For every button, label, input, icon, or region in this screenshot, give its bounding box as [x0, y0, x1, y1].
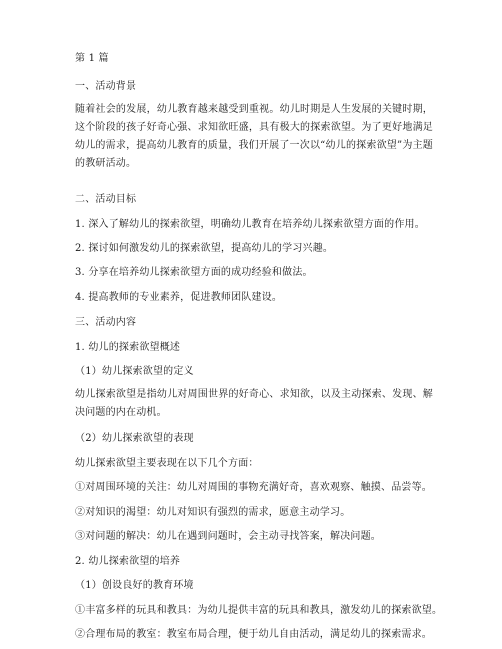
section-title-content: 三、活动内容	[75, 317, 137, 328]
goal-item: 2. 探讨如何激发幼儿的探索欲望，提高幼儿的学习兴趣。	[75, 243, 334, 254]
subsection-title: 1. 幼儿的探索欲望概述	[75, 342, 181, 353]
definition-paragraph: 幼儿探索欲望是指幼儿对周围世界的好奇心、求知欲，以及主动探索、发现、解决问题的内在动机。	[75, 389, 433, 418]
goal-item: 4. 提高教师的专业素养，促进教师团队建设。	[75, 292, 283, 303]
goal-item: 3. 分享在培养幼儿探索欲望方面的成功经验和做法。	[75, 267, 313, 278]
environment-item: ①丰富多样的玩具和教具：为幼儿提供丰富的玩具和教具，激发幼儿的探索欲望。	[75, 605, 443, 616]
expression-intro: 幼儿探索欲望主要表现在以下几个方面：	[75, 458, 259, 469]
background-paragraph: 随着社会的发展，幼儿教育越来越受到重视。幼儿时期是人生发展的关键时期，这个阶段的孩子好奇心强、求知欲旺盛，具有极大的探索欲望。为了更好地满足幼儿的需求，提高幼儿教育的质量，我们开展了一次以“幼儿的探索欲望”为主题的教研活动。	[75, 104, 433, 169]
subsubsection-title: （1）创设良好的教育环境	[75, 580, 194, 591]
subsection-title: 2. 幼儿探索欲望的培养	[75, 556, 181, 567]
document-heading: 第 1 篇	[75, 53, 109, 64]
section-title-background: 一、活动背景	[75, 81, 137, 92]
section-title-goals: 二、活动目标	[75, 194, 137, 205]
expression-item: ①对周围环境的关注：幼儿对周围的事物充满好奇，喜欢观察、触摸、品尝等。	[75, 482, 432, 493]
expression-item: ③对问题的解决：幼儿在遇到问题时，会主动寻找答案，解决问题。	[75, 531, 381, 542]
expression-item: ②对知识的渴望：幼儿对知识有强烈的需求，愿意主动学习。	[75, 507, 351, 518]
subsubsection-title: （2）幼儿探索欲望的表现	[75, 433, 194, 444]
goal-item: 1. 深入了解幼儿的探索欲望，明确幼儿教育在培养幼儿探索欲望方面的作用。	[75, 219, 425, 230]
subsubsection-title: （1）幼儿探索欲望的定义	[75, 366, 194, 377]
environment-item: ②合理布局的教室：教室布局合理，便于幼儿自由活动，满足幼儿的探索需求。	[75, 629, 432, 640]
